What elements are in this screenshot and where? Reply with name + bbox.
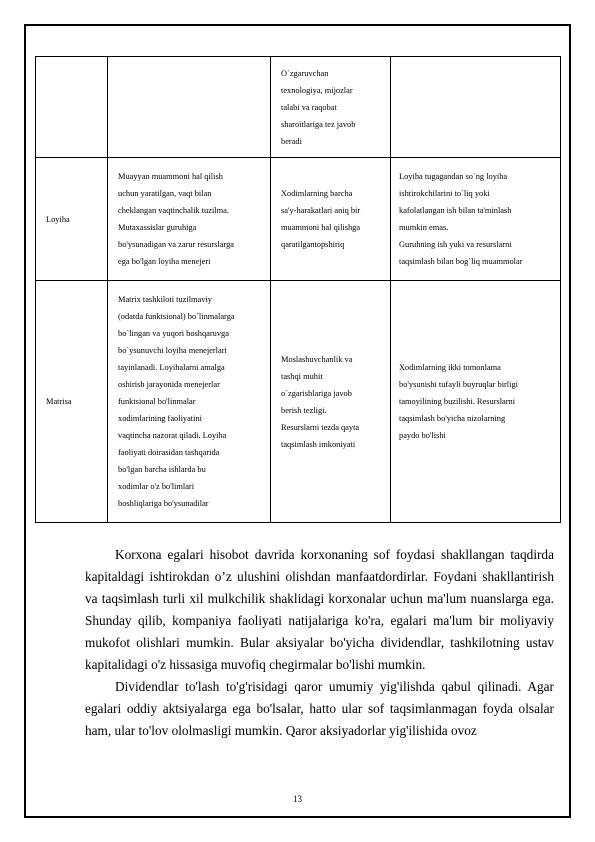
page-number: 13 [293,794,302,804]
cell-advantages: Xodimlarning barcha sa'y-harakatlari aniq bir muammoni hal qilishga qaratilgantopshiriq [271,158,391,281]
org-structure-table [35,56,561,523]
cell-advantages: O`zgaruvchan texnologiya, mijozlar talabi va raqobat sharoitlariga tez javob beradi [271,57,391,158]
cell-name: Loyiha [36,158,108,281]
cell-structure: Matrix tashkiloti tuzilmaviy (odatda funktsional) bo`linmalarga bo`lingan va yuqori boshqaruvga bo`ysunuvchi loyiha menejerlari tayinlanadi. Loyihalarni amalga oshirish jarayonida menejerlar funktsional bo'linmalar xodimlarining faoliyatini vaqtincha nazorat qiladi. Loyiha faoliyati doirasidan tashqarida bo'lgan barcha ishlarda bu xodimlar o'z bo'limlari boshliqlariga bo'ysunadilar [108,281,271,523]
table-row [36,281,561,523]
paragraph: Korxona egalari hisobot davrida korxonaning sof foydasi shakllangan taqdirda kapitaldagi ishtirokdan o’z ulushini olishdan manfaatdordirlar. Foydani shakllantirish va taqsimlash turli xil mulkchilik shaklidagi korxonalar uchun ma'lum nuanslarga ega. Shunday qilib, kompaniya faoliyati natijalariga ko'ra, egalari ma'lum bir moliyaviy mukofot olishlari mumkin. Bular aksiyalar bo'yicha dividendlar, tashkilotning ustav kapitalidagi o'z hissasiga muvofiq chegirmalar bo'lishi mumkin. [85,547,554,672]
cell-name [36,57,108,158]
paragraph: Dividendlar to'lash to'g'risidagi qaror umumiy yig'ilishda qabul qilinadi. Agar egalari oddiy aktsiyalarga ega bo'lsalar, hatto ular sof taqsimlanmagan foyda olsalar ham, ular to'lov ololmasligi mumkin. Qaror aksiyadorlar yig'ilishida ovoz [85,679,554,738]
cell-advantages: Moslashuvchanlik va tashqi muhit o`zgarishlariga javob berish tezligi. Resurslarni tezda qayta taqsimlash imkoniyati [271,281,391,523]
table-row [36,158,561,281]
cell-name: Matrisa [36,281,108,523]
cell-disadvantages: Loyiha tugagandan so`ng loyiha ishtirokchilarini to`liq yoki kafolatlangan ish bilan ta'minlash mumkin emas. Guruhning ish yuki va resurslarni taqsimlash bilan bog`liq muammolar [391,158,561,281]
table-row [36,57,561,158]
cell-disadvantages [391,57,561,158]
cell-disadvantages: Xodimlarning ikki tomonlama bo'ysunishi tufayli buyruqlar birligi tamoyilining buzilishi. Resurslarni taqsimlash bo'yicha nizolarning paydo bo'lishi [391,281,561,523]
cell-structure: Muayyan muammoni hal qilish uchun yaratilgan, vaqt bilan cheklangan vaqtinchalik tuzilma. Mutaxassislar guruhiga bo'ysunadigan va zarur resurslarga ega bo'lgan loyiha menejeri [108,158,271,281]
cell-structure [108,57,271,158]
body-text [85,544,554,742]
